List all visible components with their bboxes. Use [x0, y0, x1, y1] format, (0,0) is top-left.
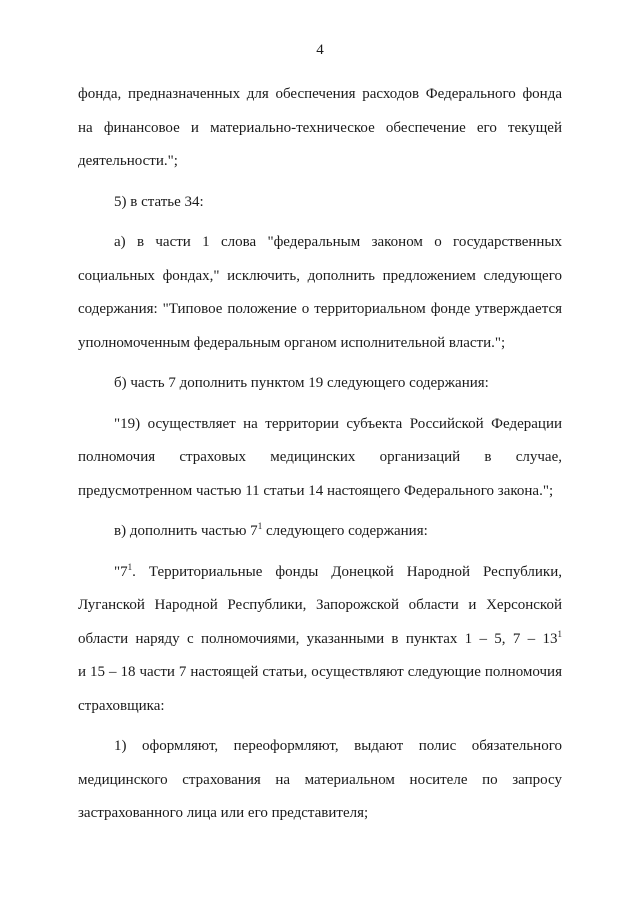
text-line — [78, 226, 562, 260]
line-text: полномочия страховых медицинских организаций в случае, — [78, 449, 562, 465]
superscript: 1 — [257, 521, 263, 531]
line-text: 1) оформляют, переоформляют, выдают полис обязательного — [114, 738, 562, 754]
superscript: 1 — [127, 561, 133, 572]
line-text: социальных фондах," исключить, дополнить предложением следующего — [78, 267, 562, 284]
paragraph-gap — [78, 360, 562, 367]
text-line — [78, 367, 562, 401]
line-text-after: . Территориальные фонды Донецкой Народной Республики, — [132, 563, 562, 580]
page-number: 4 — [316, 42, 324, 58]
line-text: страховщика: — [78, 697, 165, 714]
line-text: области наряду с полномочиями, указанными в пунктах 1 – 5, 7 – 13 — [78, 630, 558, 647]
line-text-after: следующего содержания: — [262, 523, 428, 539]
text-line — [78, 260, 562, 294]
line-text: и 15 – 18 части 7 настоящей статьи, осуществляют следующие полномочия — [78, 664, 562, 680]
paragraph-gap — [78, 549, 562, 556]
paragraph — [78, 78, 562, 179]
text-line — [78, 690, 562, 724]
paragraph — [78, 367, 562, 401]
line-text: а) в части 1 слова "федеральным законом о государственных — [114, 234, 562, 250]
text-line — [78, 408, 562, 442]
text-line — [78, 112, 562, 146]
line-text: предусмотренном частью 11 статьи 14 настоящего Федерального закона."; — [78, 482, 554, 499]
text-line — [78, 441, 562, 475]
line-text: на финансовое и материально-техническое обеспечение его текущей — [78, 119, 562, 136]
superscript: 1 — [557, 628, 562, 639]
line-text: содержания: "Типовое положение о территориальном фонде утверждается — [78, 301, 562, 317]
text-line — [78, 78, 562, 112]
paragraph-gap — [78, 179, 562, 186]
paragraph — [78, 186, 562, 220]
paragraph — [78, 556, 562, 724]
line-text: "19) осуществляет на территории субъекта Российской Федерации — [114, 415, 562, 432]
line-text: фонда, предназначенных для обеспечения расходов Федерального фонда — [78, 86, 562, 102]
text-line — [78, 556, 562, 590]
paragraph — [78, 226, 562, 360]
text-line — [78, 656, 562, 690]
paragraph — [78, 515, 562, 549]
text-line — [78, 797, 562, 831]
line-text: б) часть 7 дополнить пунктом 19 следующего содержания: — [114, 375, 489, 391]
document-body — [78, 78, 562, 831]
line-text: застрахованного лица или его представителя; — [78, 805, 369, 821]
line-text: деятельности."; — [78, 153, 178, 169]
paragraph-gap — [78, 508, 562, 515]
text-line — [78, 764, 562, 798]
text-line — [78, 327, 562, 361]
text-line — [78, 145, 562, 179]
paragraph-gap — [78, 219, 562, 226]
text-line — [78, 623, 562, 657]
paragraph-gap — [78, 723, 562, 730]
line-text: в) дополнить частью 7 — [114, 523, 258, 539]
text-line — [78, 475, 562, 509]
text-line — [78, 186, 562, 220]
paragraph — [78, 730, 562, 831]
text-line — [78, 293, 562, 327]
text-line — [78, 730, 562, 764]
line-text: медицинского страхования на материальном носителе по запросу — [78, 771, 562, 788]
paragraph — [78, 408, 562, 509]
paragraph-gap — [78, 401, 562, 408]
line-text: "7 — [114, 563, 128, 580]
text-line — [78, 515, 562, 549]
text-line — [78, 589, 562, 623]
line-text: Луганской Народной Республики, Запорожской области и Херсонской — [78, 597, 562, 613]
line-text: уполномоченным федеральным органом исполнительной власти."; — [78, 334, 506, 351]
line-text: 5) в статье 34: — [114, 193, 204, 210]
